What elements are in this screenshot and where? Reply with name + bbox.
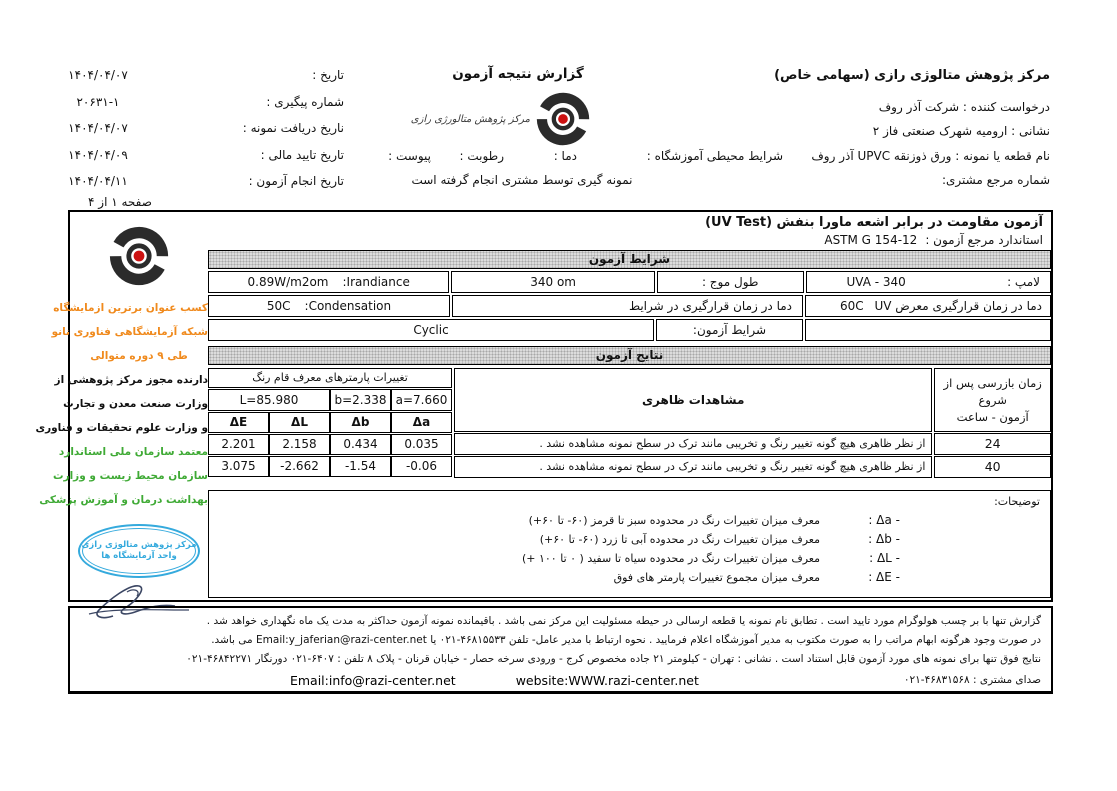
delta-L-header: ΔL xyxy=(269,412,330,433)
logo-script-text: مرکز پژوهش متالورژی رازی xyxy=(410,113,530,125)
page-number: صفحه ۱ از ۴ xyxy=(88,195,152,209)
mode-value-cell: Cyclic xyxy=(208,319,654,341)
notes-box xyxy=(208,490,1051,598)
delta-value: -2.662 xyxy=(269,456,330,477)
financial-approval-label: تاریخ تایید مالی : xyxy=(260,147,344,162)
note-symbol: - ΔE : xyxy=(868,570,900,584)
test-date-row xyxy=(28,168,344,195)
header-left-block xyxy=(28,62,344,195)
footer-box xyxy=(68,606,1053,694)
uv-temp-cell xyxy=(805,295,1051,317)
condensation-cell xyxy=(208,295,450,317)
condensation-value: 50C xyxy=(266,299,291,313)
inspection-time-40: 40 xyxy=(934,456,1051,478)
org-name: مرکز پژوهش متالوژی رازی (سهامی خاص) xyxy=(774,68,1050,83)
test-date-value: ۱۴۰۴/۰۴/۱۱ xyxy=(68,174,128,189)
wavelength-value-cell: 340 om xyxy=(451,271,654,293)
empty-cell xyxy=(805,319,1051,341)
email-text: Email:info@razi-center.net xyxy=(289,673,456,688)
observation-row-2: از نظر ظاهری هیچ گونه تغییر رنگ و تخریبی مانند ترک در سطح نمونه مشاهده نشد . xyxy=(454,456,932,478)
irradiance-value: 0.89W/m2om xyxy=(247,275,329,289)
content-column xyxy=(208,212,1051,600)
conditions-row-1 xyxy=(208,271,1051,293)
date-label: تاریخ : xyxy=(312,68,344,83)
standard-value: ASTM G 154-12 xyxy=(824,233,918,247)
note-symbol: - Δa : xyxy=(868,513,900,527)
temperature-label: دما : xyxy=(553,149,577,163)
inspection-time-header xyxy=(934,368,1051,432)
tracking-value: ۲۰۶۳۱-۱ xyxy=(76,94,120,109)
lamp-value: UVA - 340 xyxy=(846,275,906,289)
note-text: معرف میزان تغییرات رنگ در محدوده آبی تا زرد (۶۰- تا ۶۰+) xyxy=(539,532,820,546)
color-parameters-table xyxy=(208,368,452,477)
env-conditions-label: شرایط محیطی آموزشگاه : xyxy=(646,149,783,163)
humidity-label: رطوبت : xyxy=(459,149,504,163)
conditions-row-3 xyxy=(208,319,1051,341)
results-table xyxy=(208,368,1051,478)
sidebar-line-license: دارنده مجوز مرکز پژوهشی از xyxy=(54,374,208,386)
sampling-note: نمونه گیری توسط مشتری انجام گرفته است xyxy=(411,173,633,187)
delta-header-row xyxy=(208,412,452,433)
customer-voice: صدای مشتری : ۴۶۸۳۱۵۶۸-۰۲۱ xyxy=(903,674,1041,686)
sidebar-line-best-lab: کسب عنوان برترین ازمایشگاه xyxy=(53,302,208,314)
standard-label: استاندارد مرجع آزمون : xyxy=(925,233,1043,247)
attachment-label: پیوست : xyxy=(388,149,431,163)
color-initial-row xyxy=(208,389,452,411)
inspection-time-column xyxy=(934,368,1051,478)
address-line: نشانی : ارومیه شهرک صنعتی فاز ۲ xyxy=(872,124,1050,138)
delta-value: -0.06 xyxy=(391,456,452,477)
inspection-time-header-line2: آزمون - ساعت xyxy=(956,409,1029,424)
condensation-temp-label-cell: دما در زمان قرارگیری در شرایط xyxy=(452,295,803,317)
delta-value: -1.54 xyxy=(330,456,391,477)
color-table-title: تغییرات پارمترهای معرف قام رنگ xyxy=(208,368,452,388)
irradiance-cell xyxy=(208,271,449,293)
inspection-time-24: 24 xyxy=(934,433,1051,455)
financial-approval-row xyxy=(28,142,344,169)
sidebar-line-9-periods: طی ۹ دوره متوالی xyxy=(90,350,188,362)
delta-values-row-1 xyxy=(208,434,452,455)
sidebar-line-standard-org: معتمد سازمان ملی استاندارد xyxy=(58,446,208,458)
sidebar-line-ministry-industry: وزارت صنعت معدن و تجارت xyxy=(63,398,208,410)
lab-stamp xyxy=(78,524,200,578)
note-delta-L xyxy=(219,551,1040,565)
tracking-label: شماره پیگیری : xyxy=(266,94,344,109)
test-title: آزمون مقاومت در برابر اشعه ماورا بنفش (UV Test) xyxy=(705,215,1043,230)
observations-header: مشاهدات ظاهری xyxy=(454,368,932,432)
footer-line-1: گزارش تنها با بر چسب هولوگرام مورد تایید است . تطابق نام نمونه یا قطعه ارسالی در حیطه مسئولیت این مرکز نمی باشد . باقیمانده نمونه آزمون حداکثر به مدت یک ماه نگهداری خواهد شد . xyxy=(206,615,1041,627)
sample-receipt-row xyxy=(28,115,344,142)
uv-temp-value: 60C xyxy=(840,299,864,313)
conditions-section-header: شرایط آزمون xyxy=(208,250,1051,269)
sidebar-line-health-ministry: بهداشت درمان و آموزش پزشکی xyxy=(39,494,208,506)
razi-logo-icon xyxy=(536,92,590,146)
accreditation-sidebar xyxy=(35,212,208,600)
stamp-line2: واحد آزمایشگاه ها xyxy=(101,551,177,561)
sample-receipt-value: ۱۴۰۴/۰۴/۰۷ xyxy=(68,121,128,136)
condensation-label: :Condensation xyxy=(304,299,392,313)
sidebar-line-environment-org: سازمان محیط زیست و وزارت xyxy=(52,470,208,482)
sidebar-line-nano-network: شبکه آزمایشگاهی فناوری نانو xyxy=(51,326,208,338)
standard-line xyxy=(216,233,1043,247)
test-title-block xyxy=(208,212,1051,247)
requester-line: درخواست کننده : شرکت آذر روف xyxy=(878,99,1050,114)
sidebar-line-ministry-science: و وزارت علوم تحقیقات و فناوری xyxy=(35,422,208,434)
note-text: معرف میزان مجموع تغییرات پارمتر های فوق xyxy=(613,570,820,584)
initial-b-value: b=2.338 xyxy=(330,389,391,411)
delta-value: 2.201 xyxy=(208,434,269,455)
delta-b-header: Δb xyxy=(330,412,391,433)
razi-logo-icon-sidebar xyxy=(109,226,169,286)
footer-line-2: در صورت وجود هرگونه ابهام مراتب را به صورت مکتوب به مدیر آموزشگاه اعلام فرمایید . نحوه ارتباط با مدیر عامل- تلفن ۴۶۸۱۵۵۳۳-۰۲۱ یا Email:y_jaferian@razi-center.net می باشد. xyxy=(211,634,1041,646)
financial-approval-value: ۱۴۰۴/۰۴/۰۹ xyxy=(68,147,128,162)
date-value: ۱۴۰۴/۰۴/۰۷ xyxy=(68,68,128,83)
conditions-row-2 xyxy=(208,295,1051,317)
delta-value: 3.075 xyxy=(208,456,269,477)
observations-column xyxy=(454,368,932,478)
lamp-label: لامپ : xyxy=(1007,275,1040,289)
customer-ref-line: شماره مرجع مشتری: xyxy=(941,173,1050,187)
sample-name-line: نام قطعه یا نمونه : ورق ذوزنقه UPVC آذر روف xyxy=(811,148,1050,163)
stamp-line1: مرکز پژوهش متالوژی رازی xyxy=(81,540,197,550)
delta-E-header: ΔE xyxy=(208,412,269,433)
header-logo-row xyxy=(350,92,590,146)
initial-L-value: L=85.980 xyxy=(208,389,330,411)
website-text: website:WWW.razi-center.net xyxy=(515,673,699,688)
delta-a-header: Δa xyxy=(391,412,452,433)
results-section-header: نتایج آزمون xyxy=(208,346,1051,365)
inspection-time-header-line1: زمان بازرسی پس از شروع xyxy=(943,375,1042,407)
note-delta-b xyxy=(219,532,1040,546)
delta-values-row-2 xyxy=(208,456,452,477)
note-delta-a xyxy=(219,513,1040,527)
delta-value: 0.434 xyxy=(330,434,391,455)
sample-receipt-label: ناریخ دریافت نمونه : xyxy=(242,121,344,136)
footer-line-4 xyxy=(80,671,1041,690)
footer-line-3: نتایج فوق تنها برای نمونه های مورد آزمون قابل استناد است . نشانی : تهران - کیلومتر ۲۱ جاده مخصوص کرج - ورودی سرخه حصار - خیابان قرنان - پلاک ۸ تلفن : ۶۴۰۷-۰۲۱ دورنگار ۴۶۸۴۲۲۷۱-۰۲۱ xyxy=(186,653,1041,665)
report-title: گزارش نتیجه آزمون xyxy=(452,66,584,82)
note-text: معرف میزان تغییرات رنگ در محدوده سیاه تا سفید ( ۰ تا ۱۰۰ +) xyxy=(521,551,820,565)
irradiance-label: :Irandiance xyxy=(342,275,410,289)
wavelength-label-cell: طول موج : xyxy=(657,271,804,293)
lamp-cell xyxy=(806,271,1052,293)
initial-a-value: a=7.660 xyxy=(391,389,452,411)
delta-value: 2.158 xyxy=(269,434,330,455)
mode-label-cell: شرایط آزمون: xyxy=(656,319,803,341)
date-row xyxy=(28,62,344,89)
test-date-label: تاریخ انجام آزمون : xyxy=(248,174,344,189)
note-symbol: - Δb : xyxy=(868,532,900,546)
main-report-box xyxy=(35,210,1053,602)
delta-value: 0.035 xyxy=(391,434,452,455)
observation-row-1: از نظر ظاهری هیچ گونه تغییر رنگ و تخریبی مانند ترک در سطح نمونه مشاهده نشد . xyxy=(454,433,932,455)
note-symbol: - ΔL : xyxy=(869,551,900,565)
notes-title: توضیحات: xyxy=(994,495,1040,508)
note-delta-E xyxy=(219,570,1040,584)
header-right-block xyxy=(774,64,1050,193)
note-text: معرف میزان تغییرات رنگ در محدوده سبز تا قرمز (۶۰- تا ۶۰+) xyxy=(528,513,820,527)
tracking-row xyxy=(28,89,344,116)
uv-temp-label: دما در زمان قرارگیری معرض UV xyxy=(874,299,1042,313)
